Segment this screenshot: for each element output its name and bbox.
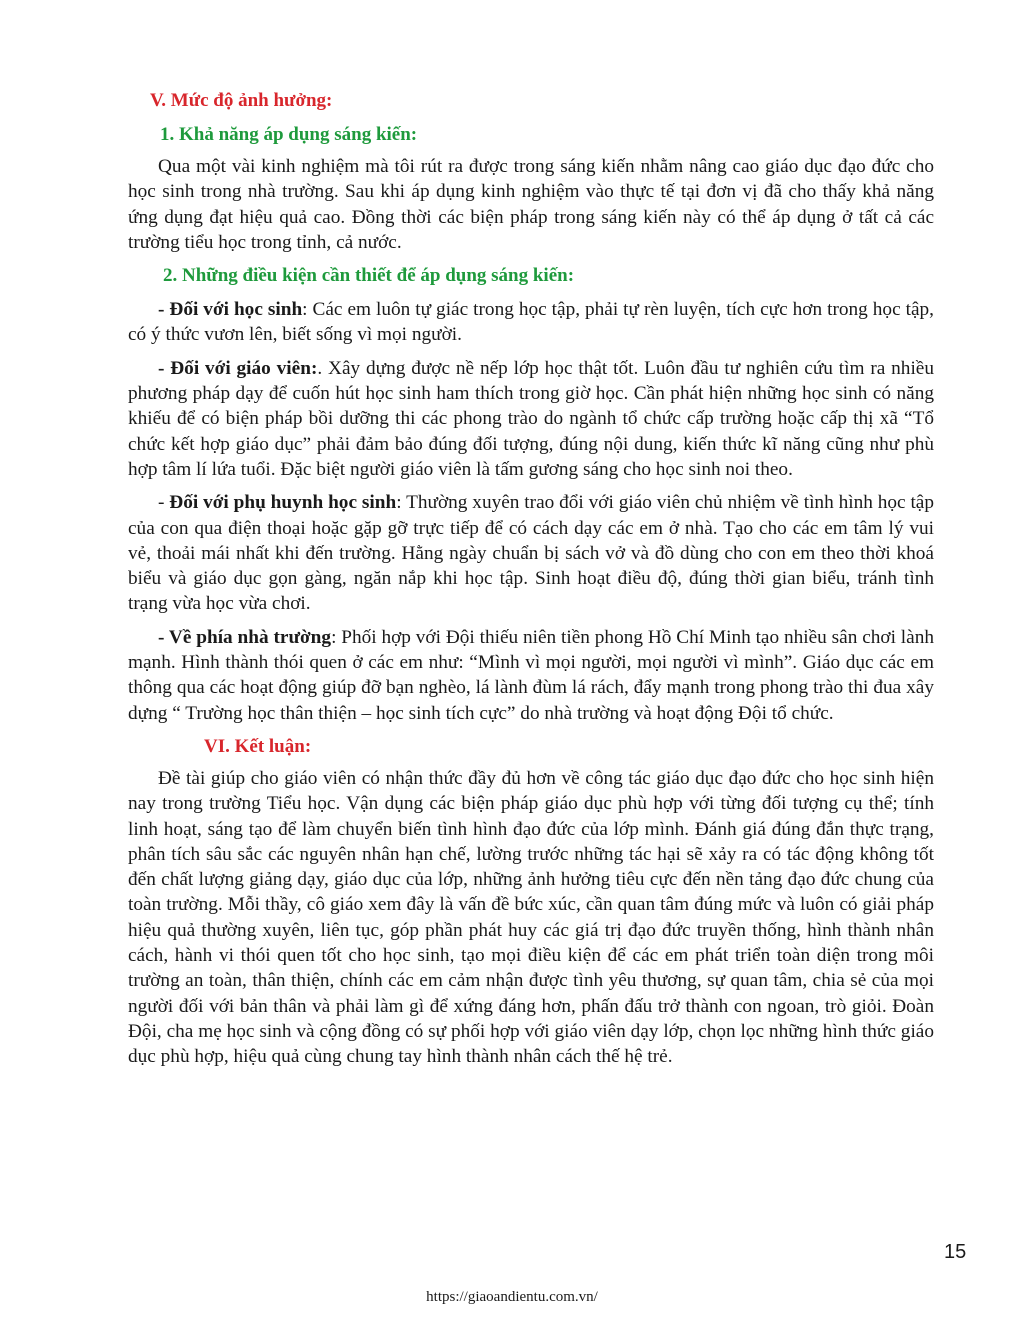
subsection-heading-conditions: 2. Những điều kiện cần thiết để áp dụng sáng kiến: — [163, 265, 575, 287]
condition-parents-prefix: - — [158, 492, 170, 514]
applicability-paragraph: Qua một vài kinh nghiệm mà tôi rút ra được trong sáng kiến nhằm nâng cao giáo dục đạo đức cho học sinh trong nhà trường. Sau khi áp dụng kinh nghiệm vào thực tế tại đơn vị đã cho thấy khả năng ứng dụng đạt hiệu quả cao. Đồng thời các biện pháp trong sáng kiến này có thể áp dụng ở tất cả các trường tiểu học trong tỉnh, cả nước. — [128, 156, 934, 253]
condition-parents-text: : Thường xuyên trao đổi với giáo viên chủ nhiệm về tình hình học tập của con qua điện thoại hoặc gặp gỡ trực tiếp để có cách dạy các em ở nhà. Tạo cho các em tâm lý vui vẻ, thoải mái nhất khi đến trường. Hằng ngày chuẩn bị sách vở và đồ dùng cho con em theo thời khoá biểu và giáo dục gọn gàng, ngăn nắp khi học tập. Sinh hoạt điều độ, đúng thời gian biểu, tránh tình trạng vừa học vừa chơi. — [128, 492, 934, 615]
section-heading-impact: V. Mức độ ảnh hưởng: — [150, 90, 333, 111]
section-heading-conclusion: VI. Kết luận: — [204, 735, 312, 757]
condition-school-paragraph — [128, 625, 934, 726]
condition-school-label: - Về phía nhà trường — [158, 626, 332, 648]
condition-parents-paragraph — [128, 490, 934, 616]
subsection-heading-applicability: 1. Khả năng áp dụng sáng kiến: — [160, 124, 418, 145]
condition-school-text: : Phối hợp với Đội thiếu niên tiền phong Hồ Chí Minh tạo nhiều sân chơi lành mạnh. Hình thành thói quen ở các em như: “Mình vì mọi người, mọi người vì mình”. Giáo dục các em thông qua các hoạt động giúp đỡ bạn nghèo, lá lành đùm lá rách, đẩy mạnh trong phong trào thi đua xây dựng “ Trường học thân thiện – học sinh tích cực” do nhà trường và hoạt động Đội tổ chức. — [128, 626, 934, 724]
page-number: 15 — [944, 1241, 967, 1263]
condition-teachers-paragraph — [128, 356, 934, 482]
document-body — [128, 88, 934, 1078]
condition-students-label: - Đối với học sinh — [158, 299, 303, 321]
condition-students-text: : Các em luôn tự giác trong học tập, phải tự rèn luyện, tích cực hơn trong học tập, có ý thức vươn lên, biết sống vì mọi người. — [128, 299, 934, 346]
condition-teachers-text: . Xây dựng được nề nếp lớp học thật tốt. Luôn đầu tư nghiên cứu tìm ra nhiều phương pháp dạy để cuốn hút học sinh ham thích trong giờ học. Cần phát hiện những học sinh có năng khiếu để có biện pháp bồi dưỡng thi các phong trào do ngành tổ chức cấp trường hoặc cấp thị xã “Tổ chức kết hợp giáo dục” phải đảm bảo đúng đối tượng, đúng nội dung, kiến thức kĩ năng cũng như phù hợp tâm lí lứa tuổi. Đặc biệt người giáo viên là tấm gương sáng cho học sinh noi theo. — [128, 357, 935, 480]
condition-students-paragraph — [128, 297, 934, 348]
condition-parents-label: Đối với phụ huynh học sinh — [169, 492, 397, 514]
conclusion-paragraph: Đề tài giúp cho giáo viên có nhận thức đầy đủ hơn về công tác giáo dục đạo đức cho học sinh hiện nay trong trường Tiểu học. Vận dụng các biện pháp giáo dục phù hợp với từng đối tượng cụ thể; tính linh hoạt, sáng tạo để làm chuyển biến tình hình đạo đức của lớp mình. Đánh giá đúng đắn thực trạng, phân tích sâu sắc các nguyên nhân hạn chế, lường trước những tác hại sẽ xảy ra có tác động không tốt đến chất lượng giảng dạy, giáo dục của lớp, những ảnh hưởng tiêu cực đến nền tảng đạo đức chung của toàn trường. Mỗi thầy, cô giáo xem đây là vấn đề bức xúc, cần quan tâm đúng mức và luôn có giải pháp hiệu quả thường xuyên, liên tục, góp phần phát huy các giá trị đạo đức truyền thống, hình thành nhân cách, hành vi thói quen tốt cho học sinh, tạo mọi điều kiện để các em phát triển toàn diện trong môi trường an toàn, thân thiện, chính các em cảm nhận được tình yêu thương, sự quan tâm, chia sẻ của mọi người đối với bản thân và phải làm gì để xứng đáng hơn, phấn đấu trở thành con ngoan, trò giỏi. Đoàn Đội, cha mẹ học sinh và cộng đồng có sự phối hợp với giáo viên dạy lớp, chọn lọc những hình thức giáo dục phù hợp, hiệu quả cùng chung tay hình thành nhân cách thế hệ trẻ. — [128, 767, 934, 1068]
footer-website-link[interactable]: https://giaoandientu.com.vn/ — [426, 1289, 598, 1305]
condition-teachers-label: - Đối với giáo viên: — [158, 357, 318, 379]
